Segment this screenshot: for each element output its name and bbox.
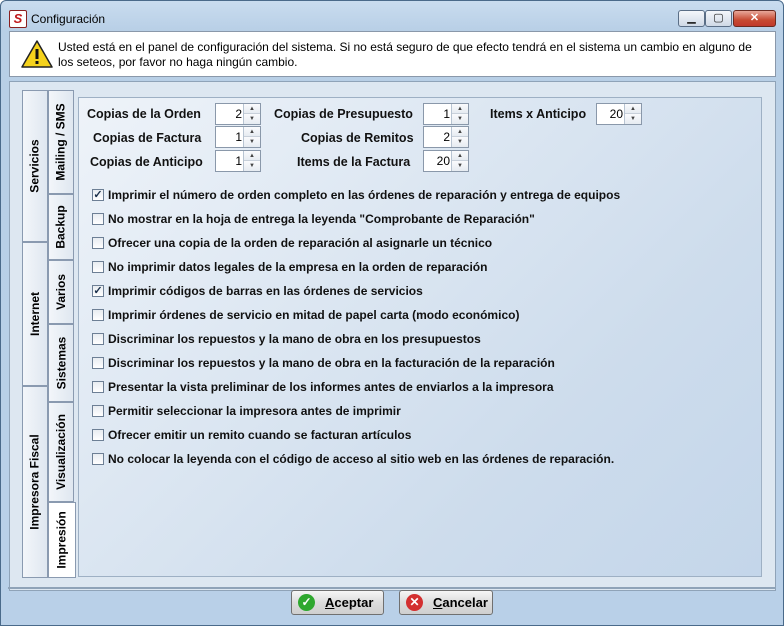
cancelar-button[interactable] — [399, 590, 493, 615]
spin-down-icon[interactable]: ▼ — [452, 161, 468, 171]
option-label: Imprimir órdenes de servicio en mitad de papel carta (modo económico) — [108, 308, 520, 322]
option-checkbox[interactable] — [92, 237, 104, 249]
spinner-value: 2 — [443, 130, 450, 144]
option-label: No mostrar en la hoja de entrega la leyenda "Comprobante de Reparación" — [108, 212, 535, 226]
option-checkbox[interactable] — [92, 261, 104, 273]
option-row[interactable] — [92, 211, 535, 227]
tab-sistemas[interactable] — [48, 324, 74, 402]
copias-orden-label: Copias de la Orden — [87, 107, 201, 121]
option-checkbox[interactable] — [92, 309, 104, 321]
copias-remitos-label: Copias de Remitos — [301, 131, 414, 145]
spin-down-icon[interactable]: ▼ — [452, 114, 468, 124]
items-anticipo-spinner[interactable] — [596, 103, 642, 125]
option-label: Discriminar los repuestos y la mano de obra en la facturación de la reparación — [108, 356, 555, 370]
app-logo-icon: S — [9, 10, 27, 28]
option-label: Discriminar los repuestos y la mano de obra en los presupuestos — [108, 332, 481, 346]
copias-presupuesto-spinner[interactable] — [423, 103, 469, 125]
spin-up-icon[interactable]: ▲ — [244, 127, 260, 137]
spin-down-icon[interactable]: ▼ — [244, 137, 260, 147]
aceptar-label: Aceptar — [325, 595, 374, 610]
tab-servicios[interactable] — [22, 90, 48, 242]
option-row[interactable] — [92, 403, 401, 419]
spin-up-icon[interactable]: ▲ — [244, 104, 260, 114]
close-icon: ✕ — [406, 594, 423, 611]
title-bar[interactable] — [1, 1, 783, 31]
items-anticipo-label: Items x Anticipo — [490, 107, 587, 121]
copias-anticipo-label: Copias de Anticipo — [90, 155, 203, 169]
button-bar-divider — [8, 587, 775, 589]
maximize-button[interactable]: ▢ — [705, 10, 732, 27]
warning-text: Usted está en el panel de configuración del sistema. Si no está seguro de que efecto tendrá en el sistema un cambio en alguno de los seteos, por favor no haga ningún cambio. — [58, 40, 752, 69]
tab-label: Impresora Fiscal — [28, 434, 43, 530]
tab-label: Backup — [54, 205, 69, 249]
copias-orden-spinner[interactable] — [215, 103, 261, 125]
option-label: No imprimir datos legales de la empresa en la orden de reparación — [108, 260, 488, 274]
copias-factura-label: Copias de Factura — [93, 131, 202, 145]
option-checkbox[interactable] — [92, 453, 104, 465]
copias-anticipo-spinner[interactable] — [215, 150, 261, 172]
option-row[interactable] — [92, 427, 411, 443]
minimize-button[interactable]: ▁ — [678, 10, 705, 27]
close-button[interactable]: ✕ — [733, 10, 776, 27]
tab-label: Internet — [28, 291, 43, 337]
option-checkbox[interactable] — [92, 213, 104, 225]
spinner-value: 1 — [235, 130, 242, 144]
option-label: No colocar la leyenda con el código de acceso al sitio web en las órdenes de reparación. — [108, 452, 615, 466]
aceptar-button[interactable] — [291, 590, 384, 615]
option-row[interactable] — [92, 355, 555, 371]
option-label: Permitir seleccionar la impresora antes de imprimir — [108, 404, 401, 418]
option-checkbox[interactable]: ✓ — [93, 189, 103, 201]
option-row[interactable] — [92, 307, 519, 323]
tab-visualizacion[interactable] — [48, 402, 74, 502]
spinner-value: 1 — [235, 154, 242, 168]
option-checkbox[interactable] — [92, 405, 104, 417]
option-row[interactable] — [92, 187, 620, 203]
tab-label: Varios — [54, 273, 68, 311]
option-label: Ofrecer una copia de la orden de reparación al asignarle un técnico — [108, 236, 493, 250]
tab-label: Impresión — [55, 511, 70, 569]
copias-remitos-spinner[interactable] — [423, 126, 469, 148]
option-label: Imprimir el número de orden completo en las órdenes de reparación y entrega de equipos — [108, 188, 621, 202]
spin-down-icon[interactable]: ▼ — [625, 114, 641, 124]
option-row[interactable] — [92, 379, 554, 395]
spin-up-icon[interactable]: ▲ — [625, 104, 641, 114]
copias-presupuesto-label: Copias de Presupuesto — [274, 107, 413, 121]
tab-internet[interactable] — [22, 242, 48, 386]
spinner-value: 20 — [609, 107, 623, 121]
option-checkbox[interactable] — [92, 333, 104, 345]
option-row[interactable] — [92, 283, 423, 299]
tab-label: Servicios — [28, 139, 42, 193]
copias-factura-spinner[interactable] — [215, 126, 261, 148]
option-checkbox[interactable] — [92, 381, 104, 393]
option-checkbox[interactable] — [92, 429, 104, 441]
cancelar-label: Cancelar — [433, 595, 488, 610]
spin-down-icon[interactable]: ▼ — [244, 114, 260, 124]
tab-label: Sistemas — [54, 336, 69, 390]
warning-banner — [9, 31, 776, 77]
option-checkbox[interactable]: ✓ — [93, 285, 103, 297]
spinner-value: 1 — [443, 107, 450, 121]
option-row[interactable] — [92, 259, 487, 275]
option-row[interactable] — [92, 331, 481, 347]
spinner-value: 20 — [436, 154, 450, 168]
option-label: Presentar la vista preliminar de los informes antes de enviarlos a la impresora — [108, 380, 554, 394]
spin-up-icon[interactable]: ▲ — [452, 127, 468, 137]
items-factura-label: Items de la Factura — [297, 155, 411, 169]
spin-up-icon[interactable]: ▲ — [452, 151, 468, 161]
option-row[interactable] — [92, 451, 614, 467]
tab-backup[interactable] — [48, 194, 74, 260]
option-checkbox[interactable] — [92, 357, 104, 369]
tab-varios[interactable] — [48, 260, 74, 324]
warning-icon — [21, 39, 53, 69]
option-row[interactable] — [92, 235, 492, 251]
option-label: Imprimir códigos de barras en las órdenes de servicios — [108, 284, 423, 298]
tab-impresora-fiscal[interactable] — [22, 386, 48, 578]
tab-label: Visualización — [54, 414, 68, 490]
spinner-value: 2 — [235, 107, 242, 121]
tab-impresion[interactable] — [48, 502, 76, 578]
window-title: Configuración — [31, 12, 106, 26]
option-label: Ofrecer emitir un remito cuando se facturan artículos — [108, 428, 412, 442]
tab-label: Mailing / SMS — [54, 103, 68, 181]
items-factura-spinner[interactable] — [423, 150, 469, 172]
spin-down-icon[interactable]: ▼ — [452, 137, 468, 147]
check-icon: ✓ — [298, 594, 315, 611]
tab-mailing-sms[interactable] — [48, 90, 74, 194]
spin-down-icon[interactable]: ▼ — [244, 161, 260, 171]
spin-up-icon[interactable]: ▲ — [244, 151, 260, 161]
spin-up-icon[interactable]: ▲ — [452, 104, 468, 114]
